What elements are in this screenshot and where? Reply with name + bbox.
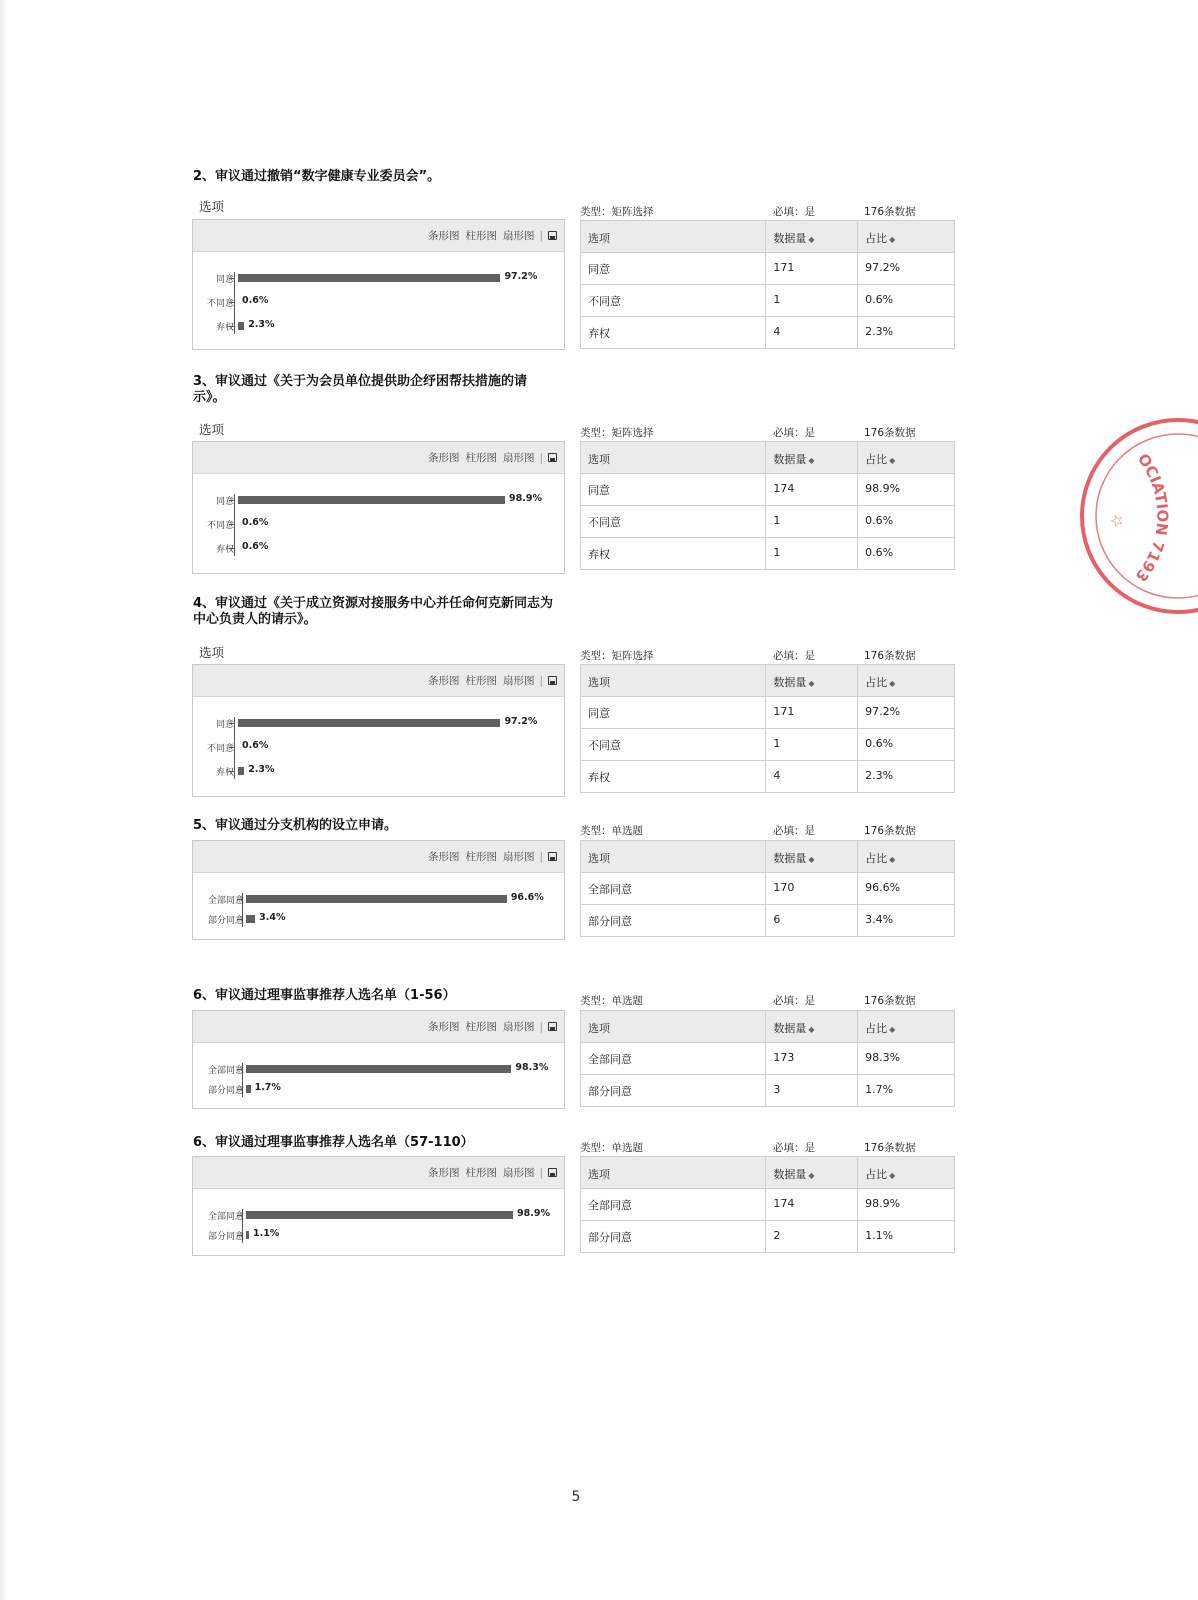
bar-row bbox=[193, 271, 566, 285]
bar-value-label: 0.6% bbox=[242, 541, 269, 552]
axis-tick bbox=[229, 302, 234, 303]
response-count: 176条数据 bbox=[864, 427, 916, 439]
table-header-cell[interactable] bbox=[858, 841, 955, 873]
chart-panel bbox=[192, 664, 565, 797]
table-cell-count: 173 bbox=[766, 1043, 858, 1075]
header-label: 数据量 bbox=[773, 1022, 807, 1035]
table-header-cell[interactable] bbox=[766, 1011, 858, 1043]
sort-icon[interactable]: ◆ bbox=[889, 1025, 896, 1034]
bar-value-label: 0.6% bbox=[242, 740, 269, 751]
table-header-cell[interactable] bbox=[858, 221, 955, 253]
results-table bbox=[580, 840, 955, 937]
table-row bbox=[581, 1043, 955, 1075]
table-cell-option: 全部同意 bbox=[581, 1043, 766, 1075]
bar bbox=[246, 915, 255, 923]
bar-category-label: 全部同意 bbox=[207, 1212, 244, 1222]
table-header-cell[interactable] bbox=[766, 221, 858, 253]
results-table bbox=[580, 441, 955, 570]
header-label: 数据量 bbox=[773, 453, 807, 466]
table-cell-option: 不同意 bbox=[581, 506, 766, 538]
bar-category-label: 部分同意 bbox=[207, 916, 244, 926]
bar bbox=[246, 895, 507, 903]
results-table bbox=[580, 1156, 955, 1253]
table-cell-option: 弃权 bbox=[581, 317, 766, 349]
axis-tick bbox=[229, 524, 234, 525]
axis-tick bbox=[229, 548, 234, 549]
bar bbox=[238, 767, 244, 775]
table-header-cell[interactable] bbox=[858, 1157, 955, 1189]
results-table bbox=[580, 220, 955, 349]
bar-category-label: 同意 bbox=[215, 720, 234, 730]
column-chart-button[interactable]: 柱形图 bbox=[465, 851, 497, 863]
table-header-cell bbox=[581, 665, 766, 697]
sort-icon[interactable]: ◆ bbox=[808, 1171, 815, 1180]
bar-value-label: 97.2% bbox=[504, 271, 538, 282]
chart-panel bbox=[192, 1156, 565, 1256]
page-edge-shadow bbox=[0, 0, 8, 1600]
table-cell-count: 3 bbox=[766, 1075, 858, 1107]
table-cell-percent: 2.3% bbox=[858, 317, 955, 349]
chart-panel bbox=[192, 219, 565, 350]
chart-panel bbox=[192, 441, 565, 574]
sort-icon[interactable]: ◆ bbox=[808, 679, 815, 688]
table-cell-count: 1 bbox=[766, 506, 858, 538]
bar-row bbox=[193, 319, 566, 333]
table-cell-percent: 98.9% bbox=[858, 474, 955, 506]
download-icon[interactable] bbox=[548, 1022, 557, 1031]
table-row bbox=[581, 729, 955, 761]
header-label: 占比 bbox=[865, 453, 888, 466]
table-cell-count: 4 bbox=[766, 761, 858, 793]
table-cell-option: 部分同意 bbox=[581, 1221, 766, 1253]
svg-text:☆: ☆ bbox=[1106, 508, 1127, 532]
bar-row bbox=[193, 740, 566, 754]
toolbar-separator: | bbox=[539, 1020, 543, 1033]
table-cell-option: 同意 bbox=[581, 253, 766, 285]
pie-chart-button[interactable]: 扇形图 bbox=[502, 230, 535, 242]
required-flag: 必填：是 bbox=[773, 427, 815, 439]
table-cell-percent: 0.6% bbox=[858, 506, 955, 538]
options-label: 选项 bbox=[199, 645, 225, 660]
download-icon[interactable] bbox=[548, 852, 557, 861]
response-count: 176条数据 bbox=[864, 995, 916, 1007]
header-label: 选项 bbox=[588, 1168, 610, 1181]
table-cell-count: 6 bbox=[766, 905, 858, 937]
table-cell-option: 全部同意 bbox=[581, 873, 766, 905]
bar-row bbox=[193, 1208, 566, 1222]
bar-value-label: 0.6% bbox=[242, 295, 269, 306]
table-row bbox=[581, 1221, 955, 1253]
sort-icon[interactable]: ◆ bbox=[889, 235, 896, 244]
sort-icon[interactable]: ◆ bbox=[808, 1025, 815, 1034]
chart-toolbar bbox=[193, 220, 564, 252]
bar-chart-button[interactable]: 条形图 bbox=[427, 1167, 460, 1179]
column-chart-button[interactable]: 柱形图 bbox=[465, 675, 497, 687]
svg-text:OCIATION 7193 bbox=[1132, 450, 1172, 585]
question-meta bbox=[580, 204, 955, 220]
bar bbox=[246, 1231, 249, 1239]
table-cell-percent: 3.4% bbox=[858, 905, 955, 937]
bar-value-label: 96.6% bbox=[510, 892, 544, 903]
required-flag: 必填：是 bbox=[773, 825, 815, 837]
axis-tick bbox=[237, 899, 242, 900]
bar-chart-button[interactable]: 条形图 bbox=[427, 675, 460, 687]
download-icon[interactable] bbox=[548, 1168, 557, 1177]
table-cell-option: 部分同意 bbox=[581, 905, 766, 937]
bar-row bbox=[193, 517, 566, 531]
column-chart-button[interactable]: 柱形图 bbox=[465, 1021, 497, 1033]
required-flag: 必填：是 bbox=[773, 206, 815, 218]
question-title: 3、审议通过《关于为会员单位提供助企纾困帮扶措施的请 示》。 bbox=[193, 374, 528, 405]
stamp-text: OCIATION 7193 bbox=[1131, 450, 1172, 586]
table-cell-percent: 98.9% bbox=[858, 1189, 955, 1221]
table-cell-count: 1 bbox=[766, 285, 858, 317]
bar-value-label: 2.3% bbox=[248, 319, 275, 330]
table-cell-percent: 97.2% bbox=[858, 253, 955, 285]
table-cell-option: 弃权 bbox=[581, 761, 766, 793]
table-cell-option: 不同意 bbox=[581, 729, 766, 761]
table-row bbox=[581, 474, 955, 506]
question-type: 类型：单选题 bbox=[580, 1142, 643, 1154]
question-title: 4、审议通过《关于成立资源对接服务中心并任命何克新同志为 中心负责人的请示》。 bbox=[193, 596, 554, 627]
toolbar-separator: | bbox=[539, 451, 543, 464]
chart-toolbar bbox=[193, 841, 564, 873]
table-cell-count: 174 bbox=[766, 474, 858, 506]
table-cell-percent: 1.7% bbox=[858, 1075, 955, 1107]
bar-row bbox=[193, 1082, 566, 1096]
header-label: 选项 bbox=[588, 676, 610, 689]
bar-category-label: 同意 bbox=[215, 497, 234, 507]
table-row bbox=[581, 253, 955, 285]
table-row bbox=[581, 697, 955, 729]
bar-value-label: 3.4% bbox=[259, 912, 286, 923]
table-cell-percent: 97.2% bbox=[858, 697, 955, 729]
table-cell-percent: 0.6% bbox=[858, 285, 955, 317]
bar-value-label: 2.3% bbox=[248, 764, 275, 775]
bar-category-label: 弃权 bbox=[215, 323, 234, 333]
column-chart-button[interactable]: 柱形图 bbox=[465, 452, 497, 464]
download-icon[interactable] bbox=[548, 453, 557, 462]
table-header-cell[interactable] bbox=[766, 841, 858, 873]
chart-toolbar bbox=[193, 665, 564, 697]
chart-toolbar bbox=[193, 1011, 564, 1043]
question-meta bbox=[580, 823, 955, 839]
bar-value-label: 98.9% bbox=[509, 493, 542, 504]
bar-row bbox=[193, 295, 566, 309]
question-meta bbox=[580, 993, 955, 1009]
table-header-cell[interactable] bbox=[766, 442, 858, 474]
page-number: 5 bbox=[571, 1489, 581, 1505]
table-cell-count: 1 bbox=[766, 729, 858, 761]
table-cell-percent: 2.3% bbox=[858, 761, 955, 793]
header-label: 数据量 bbox=[773, 1168, 807, 1181]
table-header-cell bbox=[581, 1157, 766, 1189]
table-header-row bbox=[581, 841, 955, 873]
sort-icon[interactable]: ◆ bbox=[889, 1171, 896, 1180]
axis-tick bbox=[229, 723, 234, 724]
table-cell-count: 174 bbox=[766, 1189, 858, 1221]
bar-value-label: 98.9% bbox=[517, 1208, 550, 1219]
response-count: 176条数据 bbox=[864, 825, 916, 837]
question-type: 类型：矩阵选择 bbox=[580, 206, 654, 218]
bar-category-label: 同意 bbox=[215, 275, 234, 285]
chart-toolbar bbox=[193, 1157, 564, 1189]
question-title: 2、审议通过撤销“数字健康专业委员会”。 bbox=[193, 169, 441, 184]
header-label: 占比 bbox=[865, 1168, 888, 1181]
bar-category-label: 不同意 bbox=[206, 521, 234, 531]
official-seal-stamp bbox=[1078, 412, 1198, 622]
bar-row bbox=[193, 716, 566, 730]
table-row bbox=[581, 761, 955, 793]
axis-tick bbox=[237, 1235, 242, 1236]
table-cell-count: 2 bbox=[766, 1221, 858, 1253]
table-header-cell bbox=[581, 1011, 766, 1043]
bar bbox=[246, 1065, 511, 1073]
table-cell-count: 171 bbox=[766, 253, 858, 285]
question-meta bbox=[580, 1140, 955, 1156]
header-label: 占比 bbox=[865, 676, 888, 689]
table-header-row bbox=[581, 1157, 955, 1189]
bar-category-label: 弃权 bbox=[215, 768, 234, 778]
header-label: 占比 bbox=[865, 852, 888, 865]
bar-row bbox=[193, 1228, 566, 1242]
table-row bbox=[581, 1189, 955, 1221]
table-cell-percent: 0.6% bbox=[858, 729, 955, 761]
table-row bbox=[581, 873, 955, 905]
pie-chart-button[interactable]: 扇形图 bbox=[502, 675, 535, 687]
question-title: 6、审议通过理事监事推荐人选名单（1-56） bbox=[193, 988, 456, 1003]
table-row bbox=[581, 285, 955, 317]
table-cell-count: 1 bbox=[766, 538, 858, 570]
sort-icon[interactable]: ◆ bbox=[808, 456, 815, 465]
chart-panel bbox=[192, 840, 565, 940]
table-cell-option: 弃权 bbox=[581, 538, 766, 570]
response-count: 176条数据 bbox=[864, 1142, 916, 1154]
bar-chart-button[interactable]: 条形图 bbox=[427, 230, 460, 242]
question-title: 6、审议通过理事监事推荐人选名单（57-110） bbox=[193, 1135, 474, 1150]
table-header-cell bbox=[581, 221, 766, 253]
header-label: 占比 bbox=[865, 232, 888, 245]
required-flag: 必填：是 bbox=[773, 1142, 815, 1154]
download-icon[interactable] bbox=[548, 676, 557, 685]
column-chart-button[interactable]: 柱形图 bbox=[465, 1167, 497, 1179]
options-label: 选项 bbox=[199, 422, 225, 437]
bar-category-label: 弃权 bbox=[215, 545, 234, 555]
bar-row bbox=[193, 912, 566, 926]
bar bbox=[246, 1211, 513, 1219]
table-header-cell bbox=[581, 841, 766, 873]
chart-panel bbox=[192, 1010, 565, 1109]
toolbar-separator: | bbox=[539, 674, 543, 687]
table-cell-percent: 98.3% bbox=[858, 1043, 955, 1075]
options-label: 选项 bbox=[199, 199, 225, 214]
table-cell-option: 全部同意 bbox=[581, 1189, 766, 1221]
table-header-cell[interactable] bbox=[858, 665, 955, 697]
sort-icon[interactable]: ◆ bbox=[889, 855, 896, 864]
bar bbox=[238, 322, 244, 330]
axis-tick bbox=[237, 1089, 242, 1090]
bar-row bbox=[193, 764, 566, 778]
table-header-cell[interactable] bbox=[766, 665, 858, 697]
pie-chart-button[interactable]: 扇形图 bbox=[502, 1021, 535, 1033]
question-type: 类型：单选题 bbox=[580, 825, 643, 837]
table-cell-percent: 0.6% bbox=[858, 538, 955, 570]
table-cell-percent: 1.1% bbox=[858, 1221, 955, 1253]
table-row bbox=[581, 317, 955, 349]
bar-category-label: 部分同意 bbox=[207, 1086, 244, 1096]
bar-chart-button[interactable]: 条形图 bbox=[427, 452, 460, 464]
header-label: 选项 bbox=[588, 1022, 610, 1035]
axis-tick bbox=[229, 500, 234, 501]
question-type: 类型：单选题 bbox=[580, 995, 643, 1007]
table-row bbox=[581, 538, 955, 570]
bar-value-label: 0.6% bbox=[242, 517, 269, 528]
pie-chart-button[interactable]: 扇形图 bbox=[502, 851, 535, 863]
bar-value-label: 98.3% bbox=[515, 1062, 549, 1073]
table-row bbox=[581, 1075, 955, 1107]
bar-category-label: 全部同意 bbox=[207, 1066, 244, 1076]
table-header-row bbox=[581, 1011, 955, 1043]
bar-category-label: 不同意 bbox=[206, 744, 234, 754]
table-cell-percent: 96.6% bbox=[858, 873, 955, 905]
chart-toolbar bbox=[193, 442, 564, 474]
table-header-row bbox=[581, 665, 955, 697]
table-header-cell bbox=[581, 442, 766, 474]
bar-chart-button[interactable]: 条形图 bbox=[427, 1021, 460, 1033]
sort-icon[interactable]: ◆ bbox=[889, 456, 896, 465]
sort-icon[interactable]: ◆ bbox=[808, 235, 815, 244]
required-flag: 必填：是 bbox=[773, 995, 815, 1007]
response-count: 176条数据 bbox=[864, 650, 916, 662]
table-header-cell[interactable] bbox=[766, 1157, 858, 1189]
header-label: 选项 bbox=[588, 232, 610, 245]
axis-tick bbox=[229, 747, 234, 748]
bar bbox=[238, 496, 505, 504]
bar-value-label: 1.1% bbox=[252, 1228, 280, 1239]
axis-tick bbox=[229, 326, 234, 327]
toolbar-separator: | bbox=[539, 850, 543, 863]
table-cell-option: 同意 bbox=[581, 474, 766, 506]
bar bbox=[238, 274, 500, 282]
results-table bbox=[580, 1010, 955, 1107]
question-title: 5、审议通过分支机构的设立申请。 bbox=[193, 818, 398, 833]
toolbar-separator: | bbox=[539, 229, 543, 242]
question-meta bbox=[580, 425, 955, 441]
download-icon[interactable] bbox=[548, 231, 557, 240]
table-cell-count: 171 bbox=[766, 697, 858, 729]
question-type: 类型：矩阵选择 bbox=[580, 427, 654, 439]
pie-chart-button[interactable]: 扇形图 bbox=[502, 1167, 535, 1179]
bar-category-label: 不同意 bbox=[206, 299, 234, 309]
axis-tick bbox=[229, 771, 234, 772]
pie-chart-button[interactable]: 扇形图 bbox=[502, 452, 535, 464]
bar-row bbox=[193, 1062, 566, 1076]
table-cell-option: 部分同意 bbox=[581, 1075, 766, 1107]
sort-icon[interactable]: ◆ bbox=[808, 855, 815, 864]
table-cell-count: 4 bbox=[766, 317, 858, 349]
header-label: 数据量 bbox=[773, 232, 807, 245]
question-type: 类型：矩阵选择 bbox=[580, 650, 654, 662]
axis-tick bbox=[237, 1069, 242, 1070]
sort-icon[interactable]: ◆ bbox=[889, 679, 896, 688]
required-flag: 必填：是 bbox=[773, 650, 815, 662]
header-label: 选项 bbox=[588, 852, 610, 865]
table-cell-option: 不同意 bbox=[581, 285, 766, 317]
header-label: 占比 bbox=[865, 1022, 888, 1035]
bar bbox=[238, 719, 500, 727]
table-header-cell[interactable] bbox=[858, 1011, 955, 1043]
bar-value-label: 97.2% bbox=[504, 716, 538, 727]
axis-tick bbox=[237, 919, 242, 920]
column-chart-button[interactable]: 柱形图 bbox=[465, 230, 497, 242]
bar-category-label: 全部同意 bbox=[207, 896, 244, 906]
bar-value-label: 1.7% bbox=[254, 1082, 281, 1093]
axis-tick bbox=[237, 1215, 242, 1216]
table-row bbox=[581, 905, 955, 937]
results-table bbox=[580, 664, 955, 793]
bar-row bbox=[193, 493, 566, 507]
header-label: 数据量 bbox=[773, 852, 807, 865]
question-meta bbox=[580, 648, 955, 664]
table-header-row bbox=[581, 221, 955, 253]
bar-row bbox=[193, 541, 566, 555]
bar-chart-button[interactable]: 条形图 bbox=[427, 851, 460, 863]
table-header-row bbox=[581, 442, 955, 474]
table-header-cell[interactable] bbox=[858, 442, 955, 474]
toolbar-separator: | bbox=[539, 1166, 543, 1179]
table-row bbox=[581, 506, 955, 538]
header-label: 选项 bbox=[588, 453, 610, 466]
header-label: 数据量 bbox=[773, 676, 807, 689]
table-cell-count: 170 bbox=[766, 873, 858, 905]
table-cell-option: 同意 bbox=[581, 697, 766, 729]
bar-row bbox=[193, 892, 566, 906]
axis-tick bbox=[229, 278, 234, 279]
bar-category-label: 部分同意 bbox=[207, 1232, 244, 1242]
response-count: 176条数据 bbox=[864, 206, 916, 218]
bar bbox=[246, 1085, 251, 1093]
